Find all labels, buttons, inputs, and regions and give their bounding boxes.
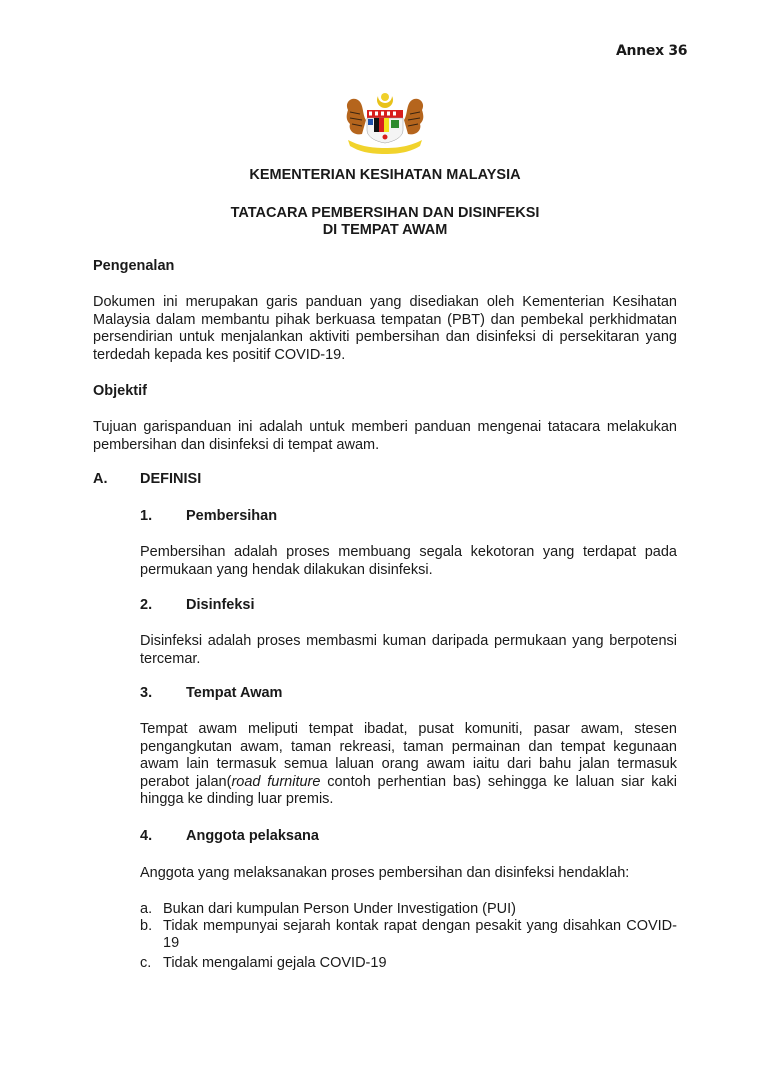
definition-3-body-part2: contoh perhentian bas) sehingga ke laluan siar kaki hingga ke dinding luar premis. xyxy=(140,773,677,807)
document-title-line1: TATACARA PEMBERSIHAN DAN DISINFEKSI xyxy=(230,205,540,221)
definition-4-title: Anggota pelaksana xyxy=(186,828,319,844)
list-text: Tidak mempunyai sejarah kontak rapat dengan pesakit yang disahkan COVID-19 xyxy=(163,918,677,951)
list-item-c xyxy=(140,955,677,972)
list-text: Bukan dari kumpulan Person Under Investigation (PUI) xyxy=(163,901,517,917)
definition-2-title: Disinfeksi xyxy=(186,597,255,613)
coat-of-arms-icon xyxy=(340,88,430,158)
document-title-line2: DI TEMPAT AWAM xyxy=(322,222,448,238)
definition-4-number: 4. xyxy=(140,828,153,844)
definition-3-body-part1: Tempat awam meliputi tempat ibadat, pusat komuniti, pasar awam, stesen pengangkutan awam, taman rekreasi, taman permainan dan tempat kegunaan awam lain termasuk semua laluan orang awam iaitu dari bahu jalan termasuk perabot jalan( xyxy=(140,721,677,790)
heading-objektif: Objektif xyxy=(93,383,147,399)
list-marker: a. xyxy=(140,901,153,917)
ministry-name: KEMENTERIAN KESIHATAN MALAYSIA xyxy=(249,167,521,183)
definition-2-body: Disinfeksi adalah proses membasmi kuman daripada permukaan yang berpotensi tercemar. xyxy=(140,633,677,667)
definition-3-body-italic: road furniture xyxy=(231,773,321,790)
objektif-paragraph: Tujuan garispanduan ini adalah untuk memberi panduan mengenai tatacara melakukan pembersihan dan disinfeksi di tempat awam. xyxy=(93,419,677,453)
definition-1-body: Pembersihan adalah proses membuang segala kekotoran yang terdapat pada permukaan yang hendak dilakukan disinfeksi. xyxy=(140,544,677,578)
section-a-heading: DEFINISI xyxy=(140,471,202,487)
heading-pengenalan: Pengenalan xyxy=(93,258,175,274)
list-item-b xyxy=(140,918,677,952)
annex-label: Annex 36 xyxy=(616,43,688,59)
definition-1-title: Pembersihan xyxy=(186,508,278,524)
definition-4-body: Anggota yang melaksanakan proses pembersihan dan disinfeksi hendaklah: xyxy=(140,865,630,881)
list-text: Tidak mengalami gejala COVID-19 xyxy=(163,955,387,971)
definition-3-body xyxy=(140,721,677,809)
definition-1-number: 1. xyxy=(140,508,153,524)
section-a-letter: A. xyxy=(93,471,108,487)
list-marker: c. xyxy=(140,955,152,971)
pengenalan-paragraph: Dokumen ini merupakan garis panduan yang disediakan oleh Kementerian Kesihatan Malaysia dalam membantu pihak berkuasa tempatan (PBT) dan pembekal perkhidmatan persendirian untuk menjalankan aktiviti pembersihan dan disinfeksi di persekitaran yang terdedah kepada kes positif COVID-19. xyxy=(93,294,677,363)
list-item-a xyxy=(140,901,677,918)
definition-3-title: Tempat Awam xyxy=(186,685,283,701)
list-marker: b. xyxy=(140,918,153,934)
definition-2-number: 2. xyxy=(140,597,153,613)
definition-3-number: 3. xyxy=(140,685,153,701)
